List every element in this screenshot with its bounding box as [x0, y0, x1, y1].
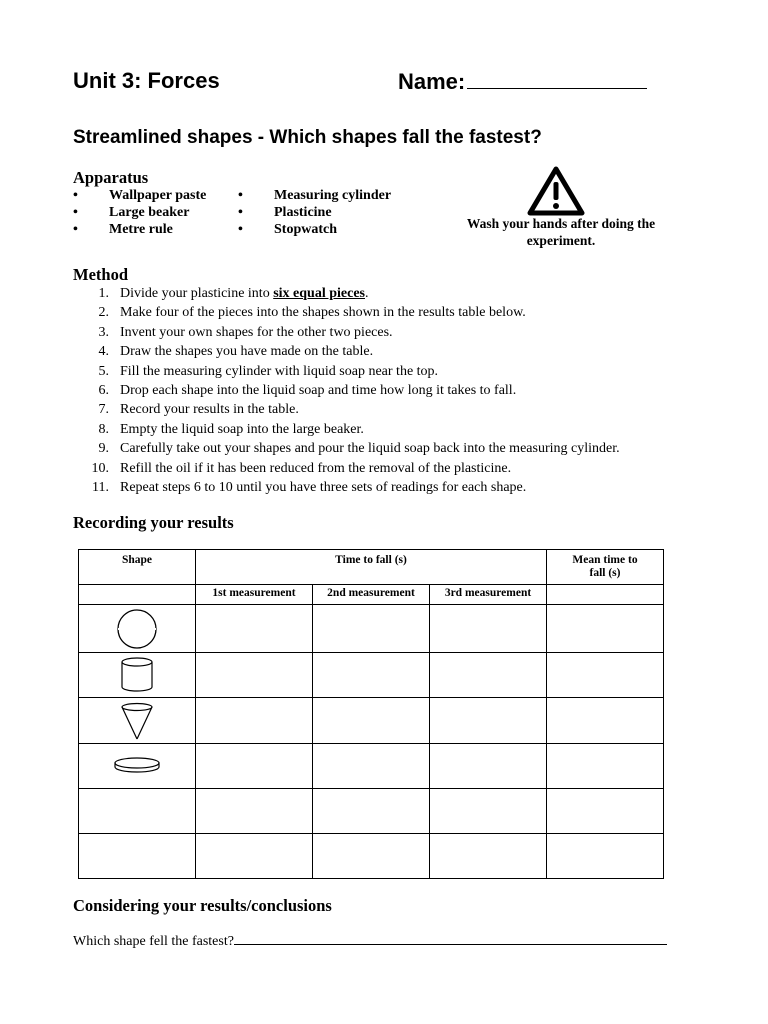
input-cell[interactable] [547, 698, 664, 744]
input-cell[interactable] [547, 605, 664, 653]
input-cell[interactable] [196, 605, 313, 653]
name-label: Name: [398, 69, 466, 94]
input-cell[interactable] [196, 744, 313, 789]
name-blank-line[interactable] [467, 68, 647, 89]
table-header-row [79, 550, 664, 585]
cone-icon [117, 700, 157, 742]
input-cell[interactable] [430, 834, 547, 879]
results-table [78, 549, 664, 879]
emphasis-text: six equal pieces [273, 286, 365, 301]
shape-draw-cell[interactable] [79, 834, 196, 879]
worksheet-subtitle: Streamlined shapes - Which shapes fall the fastest? [73, 127, 542, 148]
input-cell[interactable] [430, 789, 547, 834]
disc-icon [112, 754, 162, 778]
bullet-icon: • [73, 205, 78, 220]
input-cell[interactable] [547, 789, 664, 834]
input-cell[interactable] [430, 605, 547, 653]
input-cell[interactable] [196, 789, 313, 834]
warning-text: Wash your hands after doing the experiment. [466, 216, 656, 248]
bullet-icon: • [73, 222, 78, 237]
measurement-1-header: 1st measurement [196, 585, 313, 605]
input-cell[interactable] [547, 653, 664, 698]
table-row [79, 653, 664, 698]
input-cell[interactable] [196, 653, 313, 698]
table-cell [547, 585, 664, 605]
input-cell[interactable] [196, 698, 313, 744]
input-cell[interactable] [547, 744, 664, 789]
shape-cell [79, 744, 196, 789]
bullet-icon: • [238, 222, 243, 237]
input-cell[interactable] [430, 698, 547, 744]
table-subheader-row [79, 585, 664, 605]
conclusion-question [73, 932, 667, 950]
shape-draw-cell[interactable] [79, 789, 196, 834]
shape-cell [79, 653, 196, 698]
apparatus-heading: Apparatus [73, 168, 149, 187]
question-text: Which shape fell the fastest? [73, 934, 234, 949]
input-cell[interactable] [313, 605, 430, 653]
bullet-icon: • [238, 188, 243, 203]
input-cell[interactable] [430, 653, 547, 698]
measurement-2-header: 2nd measurement [313, 585, 430, 605]
input-cell[interactable] [313, 834, 430, 879]
method-heading: Method [73, 265, 128, 284]
input-cell[interactable] [430, 744, 547, 789]
sphere-icon [115, 607, 159, 651]
input-cell[interactable] [313, 653, 430, 698]
measurement-3-header: 3rd measurement [430, 585, 547, 605]
table-row [79, 605, 664, 653]
unit-title: Unit 3: Forces [73, 68, 220, 93]
table-row [79, 698, 664, 744]
answer-blank-line[interactable] [234, 932, 667, 945]
mean-column-header: Mean time to fall (s) [547, 550, 664, 585]
results-heading: Recording your results [73, 513, 234, 532]
warning-triangle-icon [527, 166, 585, 216]
bullet-icon: • [238, 205, 243, 220]
input-cell[interactable] [313, 698, 430, 744]
shape-column-header: Shape [79, 550, 196, 585]
table-row [79, 789, 664, 834]
shape-cell [79, 605, 196, 653]
bullet-icon: • [73, 188, 78, 203]
table-row [79, 744, 664, 789]
table-row [79, 834, 664, 879]
input-cell[interactable] [313, 789, 430, 834]
input-cell[interactable] [547, 834, 664, 879]
cylinder-icon [117, 655, 157, 695]
shape-cell [79, 698, 196, 744]
table-cell [79, 585, 196, 605]
worksheet-header [73, 68, 713, 98]
input-cell[interactable] [313, 744, 430, 789]
input-cell[interactable] [196, 834, 313, 879]
time-column-header: Time to fall (s) [196, 550, 547, 585]
conclusions-heading: Considering your results/conclusions [73, 896, 332, 915]
name-field [398, 68, 647, 95]
